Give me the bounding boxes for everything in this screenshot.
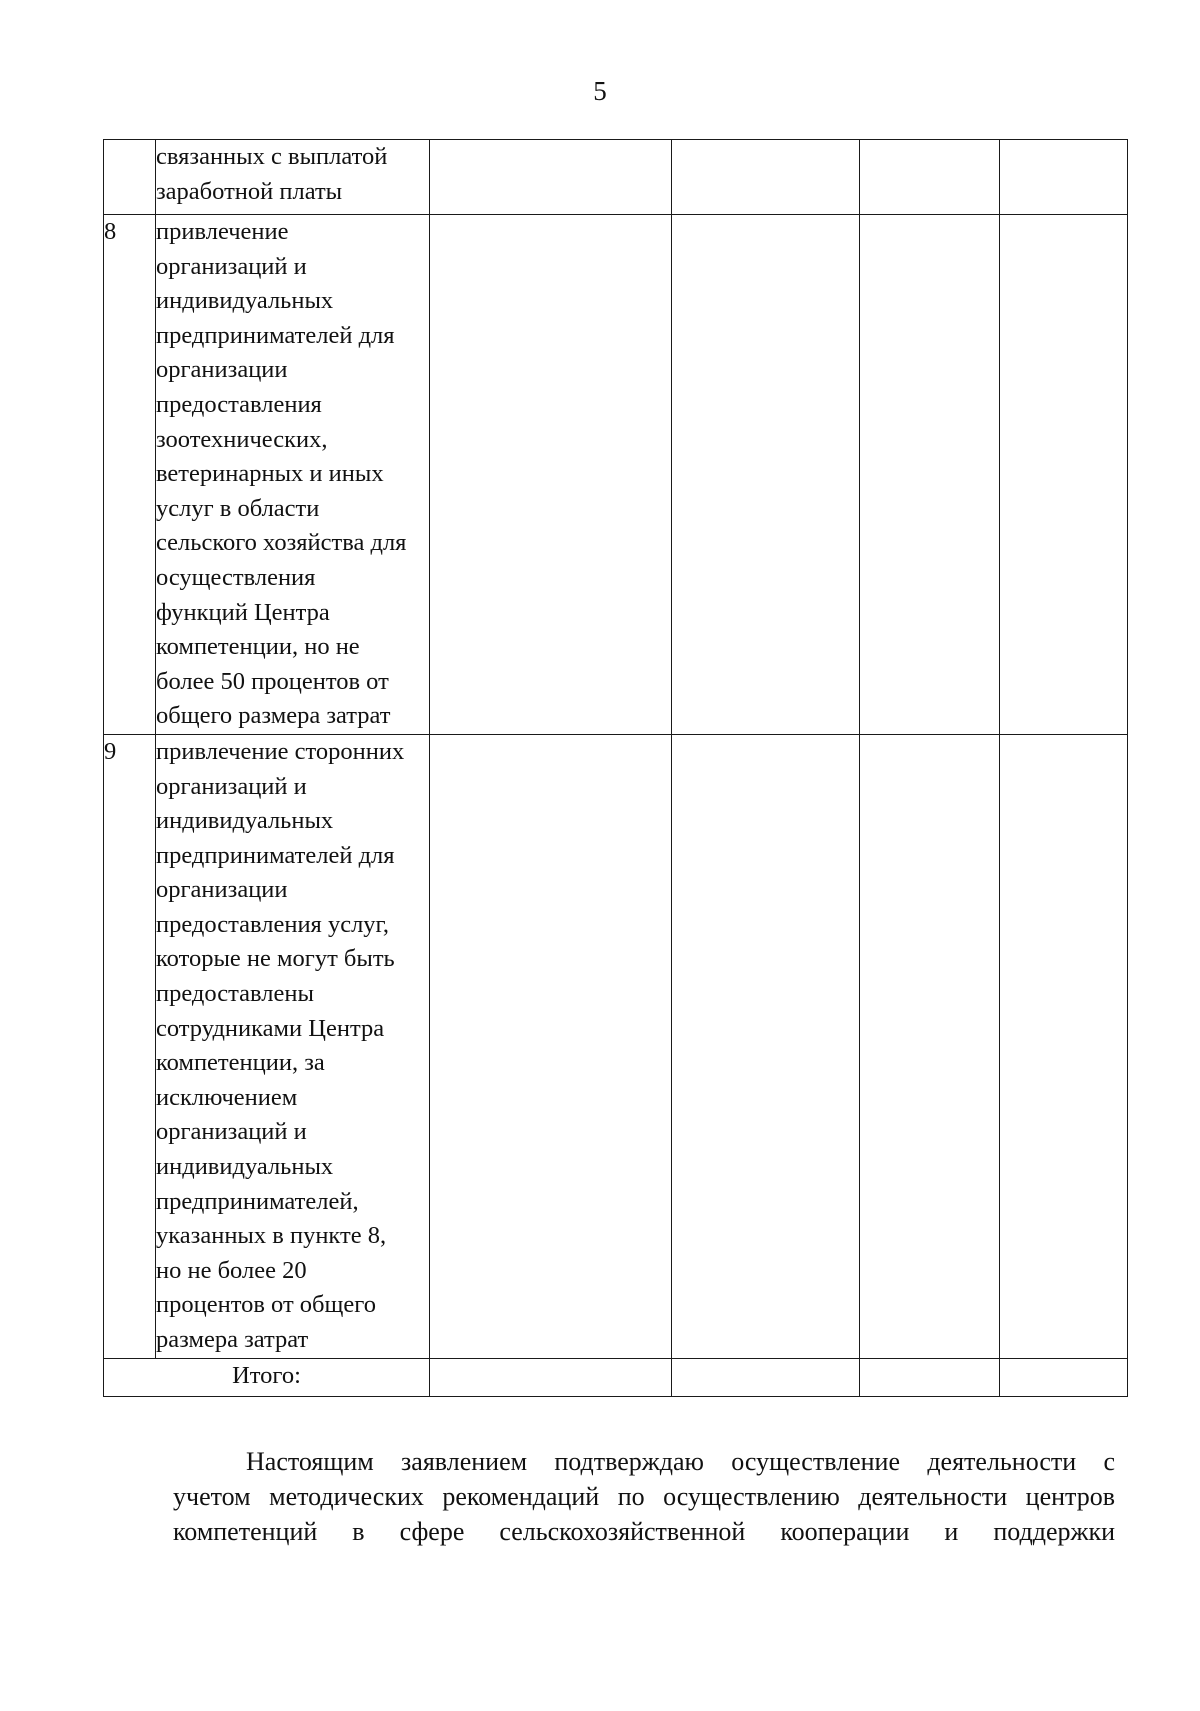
value-cell xyxy=(860,140,1000,215)
confirmation-paragraph xyxy=(173,1444,1115,1549)
description-line: которые не могут быть xyxy=(156,945,395,973)
description-line: компетенции, за xyxy=(156,1049,325,1077)
table-row xyxy=(104,734,1128,1358)
description-line: индивидуальных xyxy=(156,1153,334,1181)
paragraph-line: учетом методических рекомендаций по осуществлению деятельности центров xyxy=(173,1482,1115,1511)
description-line: предпринимателей, xyxy=(156,1187,359,1215)
total-value-cell xyxy=(430,1358,672,1396)
description-line: процентов от общего xyxy=(156,1291,376,1319)
description-line: сотрудниками Центра xyxy=(156,1014,385,1042)
row-number-cell xyxy=(104,215,156,735)
description-line: но не более 20 xyxy=(156,1256,307,1284)
description-line: общего размера затрат xyxy=(156,702,391,730)
description-line: организаций и xyxy=(156,772,307,800)
value-cell xyxy=(1000,734,1128,1358)
description-line: функций Центра xyxy=(156,598,330,626)
description-line: организации xyxy=(156,356,288,384)
description-line: предоставления xyxy=(156,390,322,418)
row-number-cell xyxy=(104,734,156,1358)
total-value-cell xyxy=(1000,1358,1128,1396)
row-description-cell xyxy=(156,140,430,215)
row-number: 9 xyxy=(104,737,117,765)
description-line: организаций и xyxy=(156,1118,307,1146)
description-line: размера затрат xyxy=(156,1326,309,1353)
value-cell xyxy=(672,734,860,1358)
value-cell xyxy=(430,140,672,215)
description-line: осуществления xyxy=(156,563,316,591)
description-line: организаций и xyxy=(156,252,307,280)
value-cell xyxy=(1000,140,1128,215)
description-line: указанных в пункте 8, xyxy=(156,1222,387,1250)
paragraph-line: Настоящим заявлением подтверждаю осуществление деятельности с xyxy=(246,1447,1115,1476)
description-line: предпринимателей для xyxy=(156,321,395,349)
value-cell xyxy=(430,734,672,1358)
value-cell xyxy=(1000,215,1128,735)
description-line: привлечение сторонних xyxy=(156,737,405,765)
description-line: более 50 процентов от xyxy=(156,667,389,695)
value-cell xyxy=(672,140,860,215)
description-line: предпринимателей для xyxy=(156,841,395,869)
cost-table xyxy=(103,139,1128,1397)
description-line: услуг в области xyxy=(156,494,320,522)
description-line: связанных с выплатой xyxy=(156,143,388,170)
table-row xyxy=(104,140,1128,215)
description-line: привлечение xyxy=(156,218,289,245)
description-line: зоотехнических, xyxy=(156,425,328,453)
total-label: Итого: xyxy=(104,1358,430,1396)
description-line: индивидуальных xyxy=(156,807,334,835)
description-line: организации xyxy=(156,876,288,904)
row-number: 8 xyxy=(104,218,117,245)
total-row xyxy=(104,1358,1128,1396)
value-cell xyxy=(860,734,1000,1358)
row-number-cell xyxy=(104,140,156,215)
description-line: заработной платы xyxy=(156,177,343,205)
description-line: предоставления услуг, xyxy=(156,910,389,938)
table-row xyxy=(104,215,1128,735)
total-value-cell xyxy=(672,1358,860,1396)
row-description-cell xyxy=(156,215,430,735)
description-line: ветеринарных и иных xyxy=(156,460,384,488)
description-line: компетенции, но не xyxy=(156,633,360,661)
value-cell xyxy=(860,215,1000,735)
page-number: 5 xyxy=(593,76,607,106)
paragraph-line: компетенций в сфере сельскохозяйственной кооперации и поддержки xyxy=(173,1517,1115,1546)
row-description-cell xyxy=(156,734,430,1358)
total-value-cell xyxy=(860,1358,1000,1396)
description-line: исключением xyxy=(156,1083,298,1111)
value-cell xyxy=(672,215,860,735)
description-line: предоставлены xyxy=(156,980,314,1008)
description-line: индивидуальных xyxy=(156,287,334,315)
value-cell xyxy=(430,215,672,735)
description-line: сельского хозяйства для xyxy=(156,529,407,557)
